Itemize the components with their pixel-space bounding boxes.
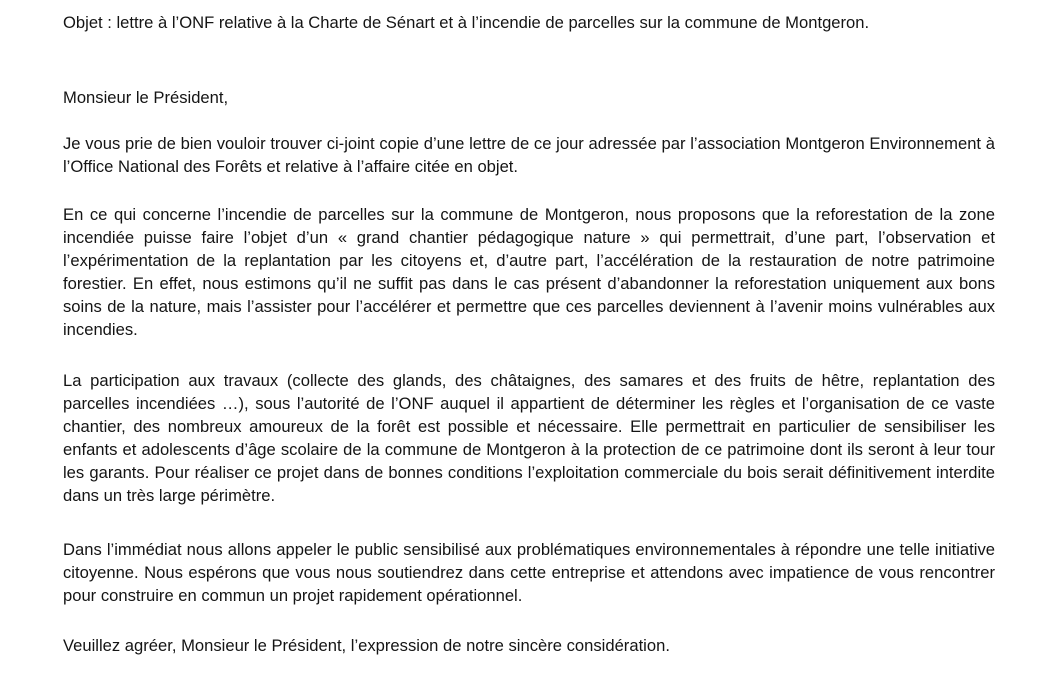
- letter-paragraph-3: La participation aux travaux (collecte des glands, des châtaignes, des samares et des fruits de hêtre, replantation des parcelles incendiées …), sous l’autorité de l’ONF auquel il appartient de déterminer les règles et l’organisation de ce vaste chantier, des nombreux amoureux de la forêt est possible et nécessaire. Elle permettrait en particulier de sensibiliser les enfants et adolescents d’âge scolaire de la commune de Montgeron à la protection de ce patrimoine dont ils seront à leur tour les garants. Pour réaliser ce projet dans de bonnes conditions l’exploitation commerciale du bois serait définitivement interdite dans un très large périmètre.: [63, 371, 995, 505]
- letter-paragraph-2: En ce qui concerne l’incendie de parcelles sur la commune de Montgeron, nous proposons que la reforestation de la zone incendiée puisse faire l’objet d’un « grand chantier pédagogique nature » qui permettrait, d’une part, l’observation et l’expérimentation de la replantation par les citoyens et, d’autre part, l’accélération de la restauration de notre patrimoine forestier. En effet, nous estimons qu’il ne suffit pas dans le cas présent d’abandonner la reforestation uniquement aux bons soins de la nature, mais l’assister pour l’accélérer et permettre que ces parcelles deviennent à l’avenir moins vulnérables aux incendies.: [63, 205, 995, 339]
- letter-subject: Objet : lettre à l’ONF relative à la Charte de Sénart et à l’incendie de parcelles sur la commune de Montgeron.: [63, 13, 870, 32]
- letter-closing: Veuillez agréer, Monsieur le Président, l’expression de notre sincère considération.: [63, 636, 670, 655]
- letter-salutation: Monsieur le Président,: [63, 88, 229, 107]
- letter-paragraph-4: Dans l’immédiat nous allons appeler le public sensibilisé aux problématiques environnementales à répondre une telle initiative citoyenne. Nous espérons que vous nous soutiendrez dans cette entreprise et attendons avec impatience de vous rencontrer pour construire en commun un projet rapidement opérationnel.: [63, 540, 995, 605]
- letter-paragraph-1: Je vous prie de bien vouloir trouver ci-joint copie d’une lettre de ce jour adressée par l’association Montgeron Environnement à l’Office National des Forêts et relative à l’affaire citée en objet.: [63, 134, 995, 176]
